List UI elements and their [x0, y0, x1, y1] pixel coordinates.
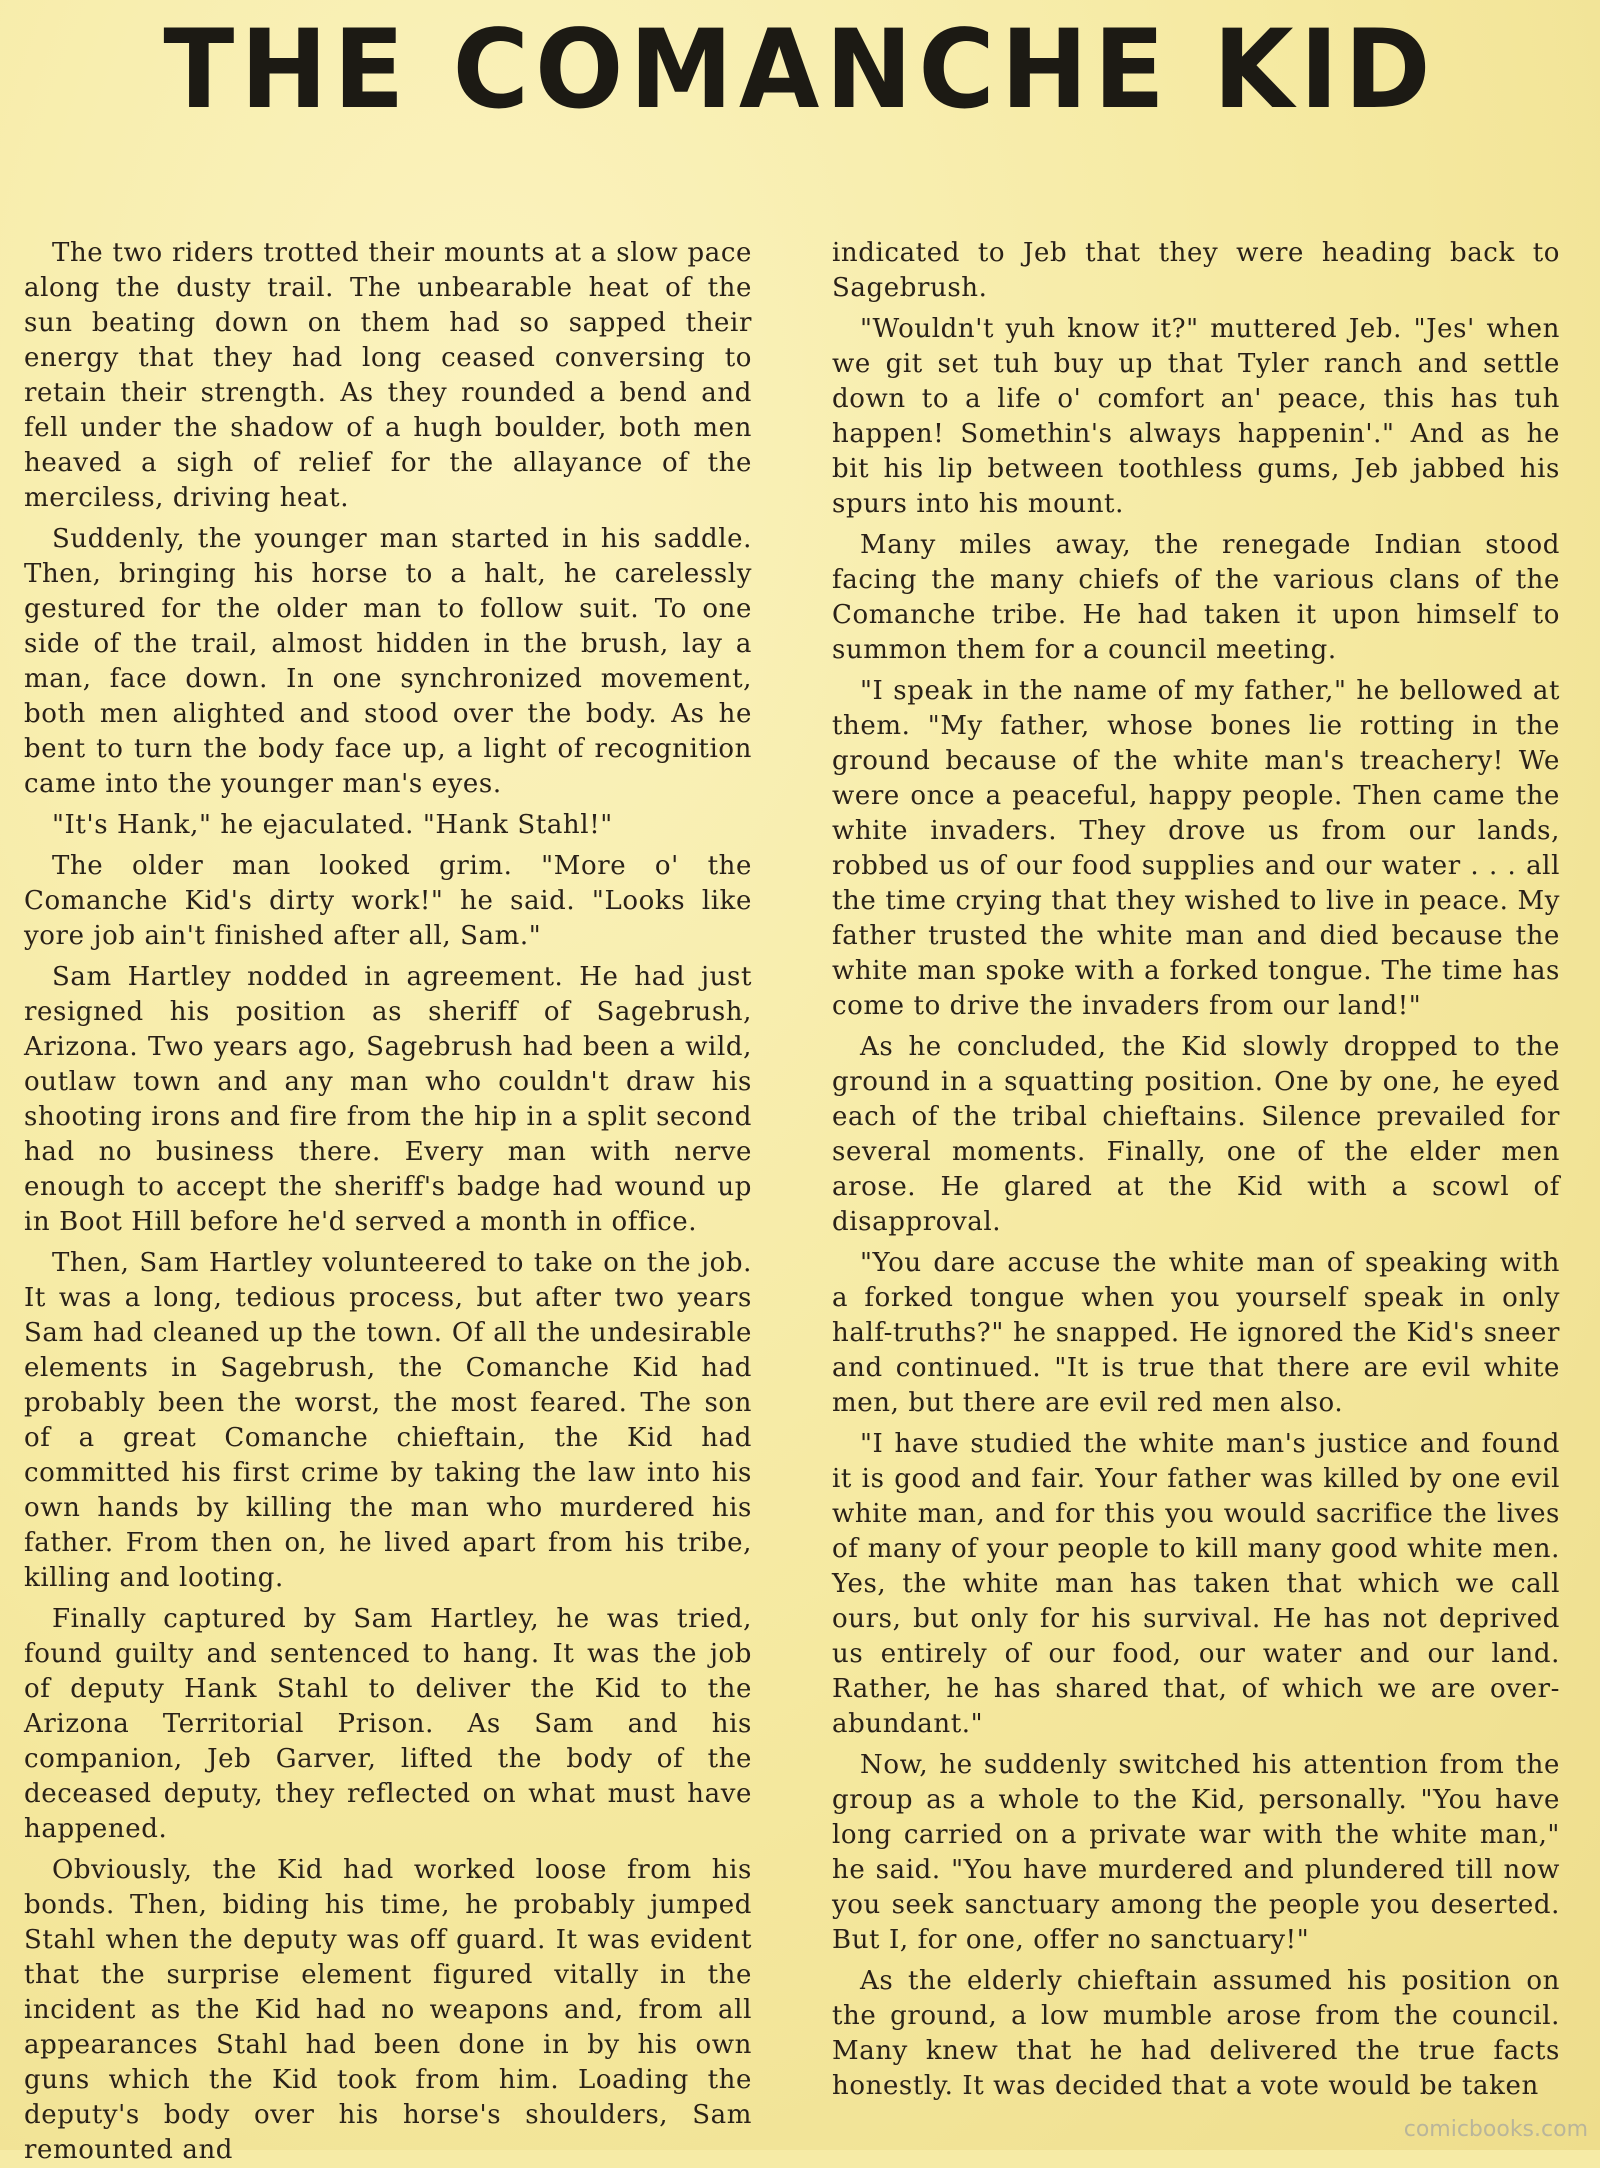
right-column [832, 236, 1560, 2116]
paragraph: As he concluded, the Kid slowly dropped to the ground in a squatting position. One by one, he eyed each of the tribal chieftains. Silence prevailed for several moments. Finally, one of the elder men arose. He glared at the Kid with a scowl of disapproval. [832, 1032, 1560, 1237]
paragraph: Obviously, the Kid had worked loose from his bonds. Then, biding his time, he probably jumped Stahl when the deputy was off guard. It was evident that the surprise element figured vitally in the incident as the Kid had no weapons and, from all appearances Stahl had been done in by his own guns which the Kid took from him. Loading the deputy's body over his horse's shoulders, Sam remounted and [24, 1855, 752, 2165]
paragraph: The older man looked grim. "More o' the Comanche Kid's dirty work!" he said. "Looks like yore job ain't finished after all, Sam." [24, 851, 752, 951]
paragraph: Now, he suddenly switched his attention from the group as a whole to the Kid, personally. "You have long carried on a private war with the white man," he said. "You have murdered and plundered till now you seek sanctuary among the people you deserted. But I, for one, offer no sanctuary!" [832, 1750, 1560, 1955]
paragraph: Suddenly, the younger man started in his saddle. Then, bringing his horse to a halt, he carelessly gestured for the older man to follow suit. To one side of the trail, almost hidden in the brush, lay a man, face down. In one synchronized movement, both men alighted and stood over the body. As he bent to turn the body face up, a light of recognition came into the younger man's eyes. [24, 524, 752, 799]
paragraph: Sam Hartley nodded in agreement. He had just resigned his position as sheriff of Sagebrush, Arizona. Two years ago, Sagebrush had been a wild, outlaw town and any man who couldn't draw his shooting irons and fire from the hip in a split second had no business there. Every man with nerve enough to accept the sheriff's badge had wound up in Boot Hill before he'd served a month in office. [24, 962, 752, 1237]
paragraph: Finally captured by Sam Hartley, he was tried, found guilty and sentenced to hang. It was the job of deputy Hank Stahl to deliver the Kid to the Arizona Territorial Prison. As Sam and his companion, Jeb Garver, lifted the body of the deceased deputy, they reflected on what must have happened. [24, 1604, 752, 1844]
paragraph: As the elderly chieftain assumed his position on the ground, a low mumble arose from the council. Many knew that he had delivered the true facts honestly. It was decided that a vote would be taken [832, 1966, 1560, 2101]
watermark: comicbooks.com [1403, 2117, 1588, 2142]
paragraph: The two riders trotted their mounts at a slow pace along the dusty trail. The unbearable heat of the sun beating down on them had so sapped their energy that they had long ceased conversing to retain their strength. As they rounded a bend and fell under the shadow of a hugh boulder, both men heaved a sigh of relief for the allayance of the merciless, driving heat. [24, 238, 752, 513]
paragraph: "Wouldn't yuh know it?" muttered Jeb. "Jes' when we git set tuh buy up that Tyler ranch and settle down to a life o' comfort an' peace, this has tuh happen! Somethin's always happenin'." And as he bit his lip between toothless gums, Jeb jabbed his spurs into his mount. [832, 314, 1560, 519]
left-column [24, 236, 752, 2165]
paragraph: "I speak in the name of my father," he bellowed at them. "My father, whose bones lie rotting in the ground because of the white man's treachery! We were once a peaceful, happy people. Then came the white invaders. They drove us from our lands, robbed us of our food supplies and our water . . . all the time crying that they wished to live in peace. My father trusted the white man and died because the white man spoke with a forked tongue. The time has come to drive the invaders from our land!" [832, 676, 1560, 1021]
paragraph: "You dare accuse the white man of speaking with a forked tongue when you yourself speak in only half-truths?" he snapped. He ignored the Kid's sneer and continued. "It is true that there are evil white men, but there are evil red men also. [832, 1248, 1560, 1418]
paragraph: "It's Hank," he ejaculated. "Hank Stahl!" [52, 810, 613, 840]
paragraph-continued: indicated to Jeb that they were heading back to Sagebrush. [832, 238, 1560, 303]
paragraph: Then, Sam Hartley volunteered to take on the job. It was a long, tedious process, but after two years Sam had cleaned up the town. Of all the undesirable elements in Sagebrush, the Comanche Kid had probably been the worst, the most feared. The son of a great Comanche chieftain, the Kid had committed his first crime by taking the law into his own hands by killing the man who murdered his father. From then on, he lived apart from his tribe, killing and looting. [24, 1248, 752, 1593]
paragraph: Many miles away, the renegade Indian stood facing the many chiefs of the various clans of the Comanche tribe. He had taken it upon himself to summon them for a council meeting. [832, 530, 1560, 665]
paragraph: "I have studied the white man's justice and found it is good and fair. Your father was killed by one evil white man, and for this you would sacrifice the lives of many of your people to kill many good white men. Yes, the white man has taken that which we call ours, but only for his survival. He has not deprived us entirely of our food, our water and our land. Rather, he has shared that, of which we are over-abundant." [832, 1429, 1560, 1739]
page-title: THE COMANCHE KID [163, 4, 1437, 134]
